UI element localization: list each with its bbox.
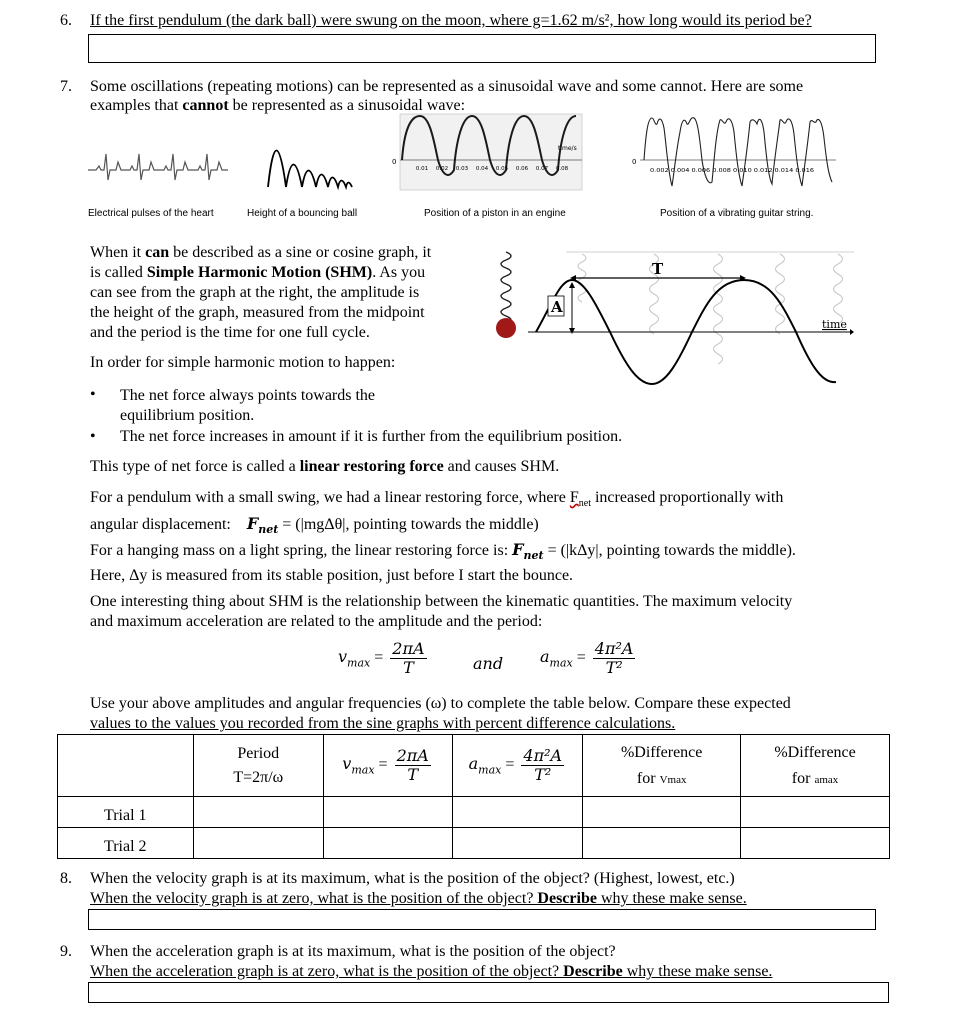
piston-tick: 0.02 bbox=[435, 166, 449, 172]
caption-piston: Position of a piston in an engine bbox=[424, 208, 566, 219]
header-pct-diff-amax: %Difference for amax bbox=[741, 735, 890, 797]
cell-trial-2-pct-amax[interactable] bbox=[741, 828, 890, 859]
results-table bbox=[57, 734, 890, 859]
piston-axis-zero: 0 bbox=[392, 158, 397, 166]
question-7-number: 7. bbox=[60, 78, 72, 95]
table-row bbox=[58, 828, 890, 859]
question-6-number: 6. bbox=[60, 12, 72, 29]
kinematics-paragraph: One interesting thing about SHM is the relationship between the kinematic quantities. The maximum velocity and maximum acceleration are related to the amplitude and the period: bbox=[90, 593, 793, 630]
shm-conditions-intro: In order for simple harmonic motion to happen: bbox=[90, 354, 396, 371]
caption-ball: Height of a bouncing ball bbox=[247, 208, 358, 219]
question-9-line-2: When the acceleration graph is at zero, what is the position of the object? Describe why these make sense. bbox=[90, 963, 773, 980]
mass-ball bbox=[496, 318, 516, 338]
amax-equation: $a_{max}$ = $\frac{\text{4π²A}}{\text{T²}}$ bbox=[540, 639, 634, 677]
piston-tick: 0.04 bbox=[475, 166, 489, 172]
spring-force-paragraph: For a hanging mass on a light spring, the linear restoring force is: $F_{net} = (|k\Delta y|$, pointing towards the middle). Here, Δy is measured from its stable position, just before I start the bounce. bbox=[90, 540, 796, 585]
caption-guitar: Position of a vibrating guitar string. bbox=[660, 208, 814, 219]
question-9-number: 9. bbox=[60, 943, 72, 960]
bullet-1-marker: • bbox=[90, 386, 96, 403]
cell-trial-1-pct-vmax[interactable] bbox=[583, 797, 741, 828]
cell-trial-2-amax[interactable] bbox=[453, 828, 583, 859]
question-9-answer-box[interactable] bbox=[88, 982, 889, 1003]
row-label-trial-1: Trial 1 bbox=[58, 797, 194, 828]
piston-position-graph bbox=[386, 112, 586, 192]
caption-heart: Electrical pulses of the heart bbox=[88, 208, 214, 219]
cell-trial-1-amax[interactable] bbox=[453, 797, 583, 828]
guitar-axis-zero: 0 bbox=[632, 158, 637, 166]
question-7-line-2: examples that cannot be represented as a sinusoidal wave: bbox=[90, 97, 466, 114]
guitar-axis-ticks: 0.002 0.004 0.006 0.008 0.010 0.012 0.014 0.016 bbox=[650, 168, 815, 174]
header-empty bbox=[58, 735, 194, 797]
spring-background bbox=[566, 252, 854, 364]
table-header-row bbox=[58, 735, 890, 797]
cell-trial-2-vmax[interactable] bbox=[323, 828, 453, 859]
question-8-answer-box[interactable] bbox=[88, 909, 876, 930]
piston-tick: 0.08 bbox=[555, 166, 569, 172]
question-6-text: If the first pendulum (the dark ball) were swung on the moon, where g=1.62 m/s², how long would its period be? bbox=[90, 12, 812, 29]
question-7-line-1: Some oscillations (repeating motions) can be represented as a sinusoidal wave and some cannot. Here are some bbox=[90, 78, 804, 95]
piston-tick: 0.01 bbox=[415, 166, 429, 172]
bouncing-ball-graph bbox=[262, 112, 362, 192]
row-label-trial-2: Trial 2 bbox=[58, 828, 194, 859]
piston-axis-unit: time/s bbox=[558, 145, 577, 152]
shm-graph bbox=[486, 242, 854, 422]
bullet-2-marker: • bbox=[90, 428, 96, 445]
piston-tick: 0.07 bbox=[535, 166, 549, 172]
shm-intro-paragraph: When it can be described as a sine or cosine graph, it is called Simple Harmonic Motion (SHM). As you can see from the graph at the right, the amplitude is the height of the graph, measured from the midpoint and the period is the time for one full cycle. bbox=[90, 244, 432, 341]
time-label: time bbox=[822, 318, 847, 331]
question-8-number: 8. bbox=[60, 870, 72, 887]
header-amax: $a_{max}$ = $\frac{\text{4π²A}}{\text{T²}}$ bbox=[453, 735, 583, 797]
heart-pulse-graph bbox=[88, 128, 228, 198]
cell-trial-1-period[interactable] bbox=[193, 797, 323, 828]
question-6-answer-box[interactable] bbox=[88, 34, 876, 63]
piston-tick: 0.06 bbox=[515, 166, 529, 172]
piston-tick: 0.03 bbox=[455, 166, 469, 172]
pendulum-force-paragraph: For a pendulum with a small swing, we had a linear restoring force, where $F_{net}$ increased proportionally with angular displacement: $F_{net} = (|mg\Delta\theta|$, pointing towards the middle) bbox=[90, 489, 784, 537]
cell-trial-2-period[interactable] bbox=[193, 828, 323, 859]
header-period: Period T=2π/ω bbox=[193, 735, 323, 797]
period-label: T bbox=[652, 260, 664, 278]
piston-tick: 0.05 bbox=[495, 166, 509, 172]
bullet-1-text: The net force always points towards the equilibrium position. bbox=[120, 387, 376, 424]
bullet-2-text: The net force increases in amount if it is further from the equilibrium position. bbox=[120, 428, 623, 445]
vmax-equation: $v_{max}$ = $\frac{2\pi A}{T}$ bbox=[338, 639, 425, 677]
cell-trial-1-pct-amax[interactable] bbox=[741, 797, 890, 828]
table-row bbox=[58, 797, 890, 828]
amplitude-label: A bbox=[551, 298, 563, 316]
question-8-line-2: When the velocity graph is at zero, what is the position of the object? Describe why these make sense. bbox=[90, 890, 747, 907]
header-vmax: $v_{max}$ = $\frac{2\pi A}{T}$ bbox=[323, 735, 453, 797]
table-instructions: Use your above amplitudes and angular frequencies (ω) to complete the table below. Compare these expected values to the values you recorded from the sine graphs with percent difference calculations. bbox=[90, 695, 791, 732]
question-8-line-1: When the velocity graph is at its maximum, what is the position of the object? (Highest, lowest, etc.) bbox=[90, 870, 735, 887]
question-9-line-1: When the acceleration graph is at its maximum, what is the position of the object? bbox=[90, 943, 616, 960]
linear-restoring-force-text: This type of net force is called a linear restoring force and causes SHM. bbox=[90, 458, 560, 475]
guitar-string-graph bbox=[628, 112, 838, 192]
and-word: and bbox=[473, 654, 504, 673]
cell-trial-2-pct-vmax[interactable] bbox=[583, 828, 741, 859]
cell-trial-1-vmax[interactable] bbox=[323, 797, 453, 828]
header-pct-diff-vmax: %Difference for Vmax bbox=[583, 735, 741, 797]
